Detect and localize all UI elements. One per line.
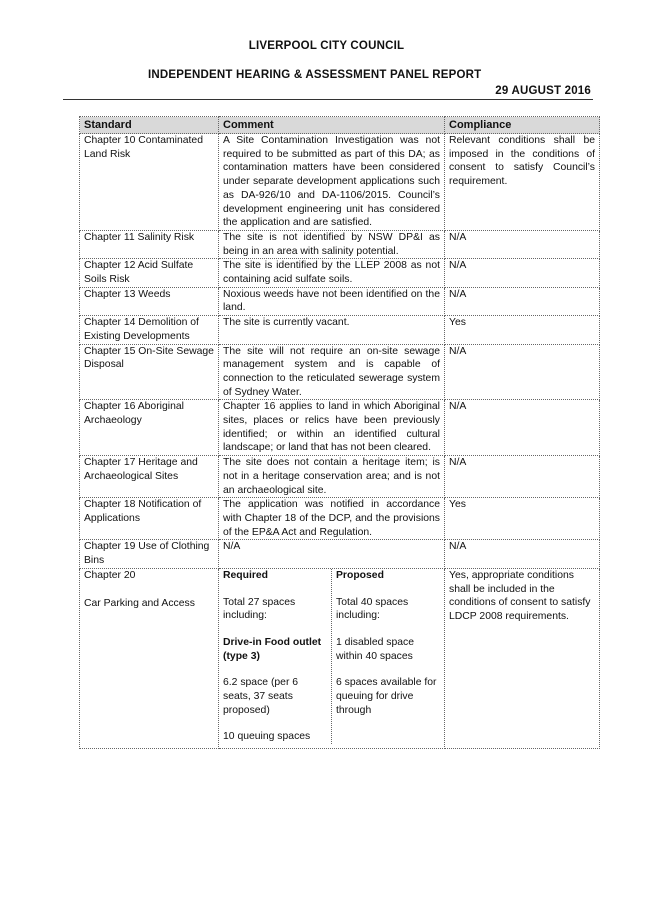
required-item: 6.2 space (per 6 seats, 37 seats proposed) (223, 677, 299, 716)
table-row (80, 400, 600, 456)
comment-cell: The site is identified by the LLEP 2008 as not containing acid sulfate soils. (219, 259, 445, 287)
table-row-chapter-20 (80, 568, 600, 748)
proposed-heading: Proposed (336, 569, 384, 581)
standard-cell: Chapter 18 Notification of Applications (80, 498, 219, 540)
report-title: INDEPENDENT HEARING & ASSESSMENT PANEL REPORT (148, 69, 482, 81)
standard-cell: Chapter 19 Use of Clothing Bins (80, 540, 219, 568)
standard-cell (80, 568, 219, 748)
compliance-cell: Relevant conditions shall be imposed in the conditions of consent to satisfy Council’s requirement. (445, 134, 600, 231)
comment-cell: N/A (219, 540, 445, 568)
standard-cell: Chapter 10 Contaminated Land Risk (80, 134, 219, 231)
table-row (80, 498, 600, 540)
table-row (80, 230, 600, 258)
standard-cell: Chapter 13 Weeds (80, 287, 219, 315)
proposed-item: 6 spaces available for queuing for drive through (336, 677, 437, 716)
table-header-row (80, 117, 600, 134)
comment-cell: Noxious weeds have not been identified on the land. (219, 287, 445, 315)
compliance-cell: N/A (445, 344, 600, 400)
parking-comparison-cell (219, 568, 445, 748)
table-row (80, 316, 600, 344)
comment-cell: A Site Contamination Investigation was not required to be submitted as part of this DA; as contamination matters have been considered under separate development applications such as DA-926/10 and DA-1106/2015. Council’s development engineering unit has considered the application and are satisfied. (219, 134, 445, 231)
table-row (80, 344, 600, 400)
standard-cell: Chapter 17 Heritage and Archaeological Sites (80, 456, 219, 498)
standard-cell: Chapter 12 Acid Sulfate Soils Risk (80, 259, 219, 287)
standard-cell: Chapter 14 Demolition of Existing Developments (80, 316, 219, 344)
compliance-cell: N/A (445, 400, 600, 456)
table-row (80, 134, 600, 231)
compliance-cell: N/A (445, 456, 600, 498)
standard-cell: Chapter 16 Aboriginal Archaeology (80, 400, 219, 456)
comment-cell: The site does not contain a heritage item; is not in a heritage conservation area; and is not an archaeological site. (219, 456, 445, 498)
required-column (223, 569, 332, 744)
comment-cell: The site will not require an on-site sewage management system and is capable of connection to the reticulated sewerage system of Sydney Water. (219, 344, 445, 400)
required-item: Total 27 spaces including: (223, 596, 296, 622)
comment-cell: The application was notified in accordance with Chapter 18 of the DCP, and the provisions of the EP&A Act and Regulation. (219, 498, 445, 540)
proposed-item: 1 disabled space within 40 spaces (336, 636, 414, 662)
compliance-cell: Yes, appropriate conditions shall be included in the conditions of consent to satisfy LDCP 2008 requirements. (445, 568, 600, 748)
table-row (80, 287, 600, 315)
required-heading: Required (223, 569, 269, 581)
council-title: LIVERPOOL CITY COUNCIL (248, 40, 405, 52)
standard-cell: Chapter 11 Salinity Risk (80, 230, 219, 258)
comment-cell: The site is currently vacant. (219, 316, 445, 344)
compliance-cell: Yes (445, 316, 600, 344)
report-date: 29 AUGUST 2016 (495, 85, 591, 97)
proposed-column (332, 569, 440, 744)
col-compliance: Compliance (445, 117, 600, 134)
table-row (80, 540, 600, 568)
compliance-cell: N/A (445, 540, 600, 568)
col-standard: Standard (80, 117, 219, 134)
comment-cell: Chapter 16 applies to land in which Aboriginal sites, places or relics have been previously identified; or within an identified cultural landscape; or land that has not been cleared. (219, 400, 445, 456)
required-item: Drive-in Food outlet (type 3) (223, 636, 322, 662)
compliance-cell: N/A (445, 287, 600, 315)
table-row (80, 456, 600, 498)
required-item: 10 queuing spaces (223, 731, 311, 743)
comment-cell: The site is not identified by NSW DP&I as being in an area with salinity potential. (219, 230, 445, 258)
col-comment: Comment (219, 117, 445, 134)
header-rule (63, 99, 593, 100)
standards-table (79, 116, 600, 749)
compliance-cell: Yes (445, 498, 600, 540)
standard-cell: Chapter 15 On-Site Sewage Disposal (80, 344, 219, 400)
table-row (80, 259, 600, 287)
chapter20-title: Chapter 20 (84, 569, 136, 581)
compliance-cell: N/A (445, 230, 600, 258)
proposed-item: Total 40 spaces including: (336, 596, 409, 622)
chapter20-subtitle: Car Parking and Access (84, 597, 195, 609)
compliance-cell: N/A (445, 259, 600, 287)
